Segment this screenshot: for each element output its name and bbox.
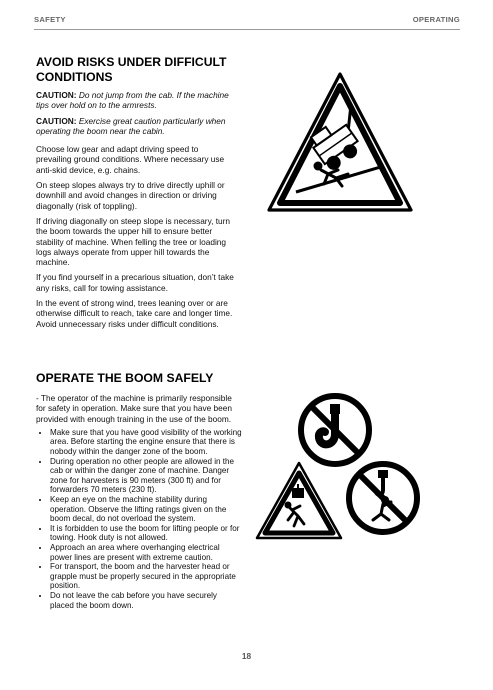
machine-tipping-warning-icon xyxy=(266,70,414,215)
caution-1 xyxy=(36,90,236,111)
caution-text: Exercise great caution particularly when operating the boom near the cabin. xyxy=(36,115,226,136)
caution-label: CAUTION: xyxy=(36,90,77,100)
list-item: • It is forbidden to use the boom for lifting people or for towing. Hook duty is not allowed. xyxy=(50,524,242,543)
no-hook-duty-icon xyxy=(297,392,373,468)
list-item: • During operation no other people are allowed in the cab or within the danger zone of machine. Danger zone for harvesters is 90 meters (300 ft) and for forwarders 70 meters (230 ft). xyxy=(50,457,242,495)
list-item: • Do not leave the cab before you have securely placed the boom down. xyxy=(50,591,242,610)
page-number: 18 xyxy=(241,651,252,661)
caution-2 xyxy=(36,116,236,137)
paragraph: In the event of strong wind, trees leaning over or are otherwise difficult to reach, take care and longer time. Avoid unnecessary risks under difficult conditions. xyxy=(36,298,233,329)
title-line-1: AVOID RISKS UNDER DIFFICULT xyxy=(36,55,227,69)
intro-paragraph: - The operator of the machine is primarily responsible for safety in operation. Make sure that you have been provided with enough training in the use of the boom. xyxy=(36,393,233,424)
paragraph: On steep slopes always try to drive directly uphill or downhill and avoid changes in direction or driving diagonally (risk of toppling). xyxy=(36,180,225,211)
paragraph: If driving diagonally on steep slope is necessary, turn the boom towards the upper hill to ensure better stability of machine. When felling the tree or loading logs always operate from upper hill towards the machine. xyxy=(36,215,231,268)
list-item: • Approach an area where overhanging electrical power lines are present with extreme caution. xyxy=(50,543,242,562)
section-title-avoid-risks xyxy=(36,55,256,85)
section-title-operate-boom: OPERATE THE BOOM SAFELY xyxy=(36,371,214,385)
falling-load-warning-icon xyxy=(254,460,344,542)
no-lifting-people-icon xyxy=(345,460,421,536)
safety-bullet-list xyxy=(36,428,242,610)
list-item: • Make sure that you have good visibility of the working area. Before starting the engine ensure that there is nobody within the danger zone of the boom. xyxy=(50,428,242,457)
list-item: • For transport, the boom and the harvester head or grapple must be properly secured in the appropriate position. xyxy=(50,562,242,591)
section1-body xyxy=(36,90,236,334)
list-item: • Keep an eye on the machine stability during operation. Observe the lifting ratings given on the boom decal, do not overload the system. xyxy=(50,495,242,524)
caution-text: Do not jump from the cab. If the machine tips over hold on to the armrests. xyxy=(36,90,229,111)
section2-body xyxy=(36,393,242,610)
page-header xyxy=(34,15,460,30)
header-chapter-label: OPERATING xyxy=(412,15,460,24)
caution-label: CAUTION: xyxy=(36,115,77,126)
header-section-label: SAFETY xyxy=(34,15,66,24)
title-line-2: CONDITIONS xyxy=(36,70,113,84)
paragraph: Choose low gear and adapt driving speed to prevailing ground conditions. Where necessary use anti-skid device, e.g. chains. xyxy=(36,144,225,175)
paragraph: If you find yourself in a precarious situation, don’t take any risks, call for towing assistance. xyxy=(36,272,234,293)
